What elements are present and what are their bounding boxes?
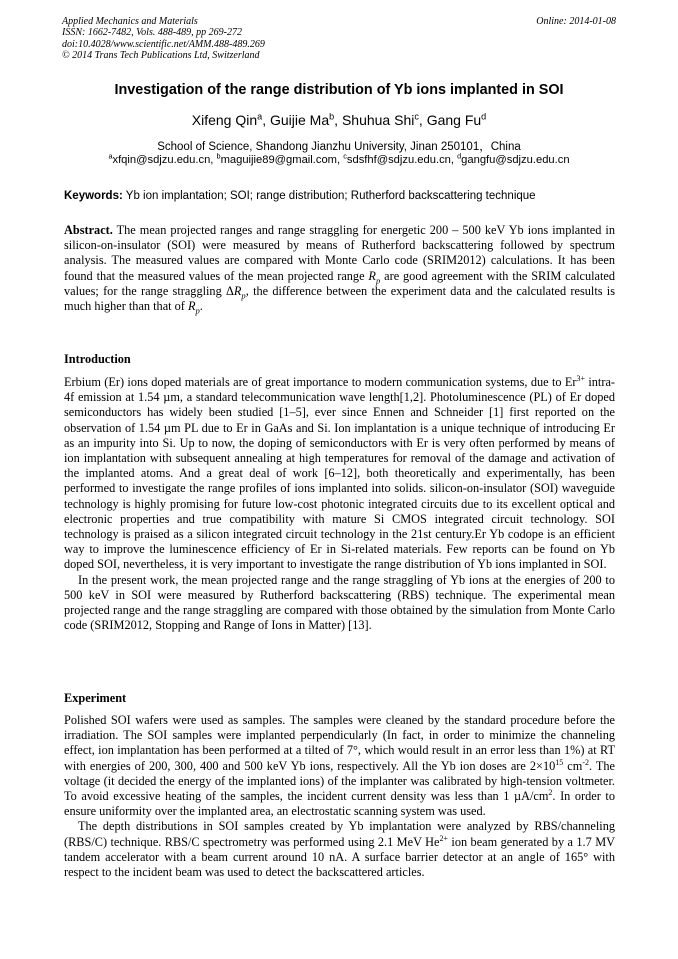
symbol-r: R xyxy=(187,299,196,314)
paragraph xyxy=(64,713,615,819)
superscript: 3+ xyxy=(576,373,585,383)
symbol-sub: p xyxy=(241,290,246,301)
online-date: Online: 2014-01-08 xyxy=(536,16,616,27)
email-link[interactable]: gangfu@sdjzu.edu.cn xyxy=(461,154,570,166)
email-mark: c xyxy=(343,151,347,161)
superscript: 2 xyxy=(548,787,553,797)
introduction-body xyxy=(64,375,615,633)
paragraph-text: Erbium (Er) ions doped materials are of great importance to modern communication systems, due to Er xyxy=(64,375,577,389)
issn-line: ISSN: 1662-7482, Vols. 488-489, pp 269-272 xyxy=(62,27,242,39)
email-link[interactable]: maguijie89@gmail.com xyxy=(220,154,338,166)
author-name: Xifeng Qin xyxy=(191,112,258,128)
abstract-text: . xyxy=(199,299,203,314)
paragraph xyxy=(64,819,615,880)
experiment-body xyxy=(64,713,615,880)
email-link[interactable]: sdsfhf@sdjzu.edu.cn xyxy=(346,154,451,166)
author-mark: c xyxy=(414,111,419,122)
author-name: Guijie Ma xyxy=(269,112,330,128)
superscript: 2+ xyxy=(439,833,448,843)
author-name: Gang Fu xyxy=(426,112,482,128)
abstract-text: are good agreement with the SRIM calculated values; for the range straggling xyxy=(64,268,616,298)
copyright-line: © 2014 Trans Tech Publications Ltd, Switzerland xyxy=(62,50,260,62)
paragraph: In the present work, the mean projected range and the range straggling of Yb ions at the energies of 200 to 500 keV in SOI were measured by Rutherford backscattering (RBS) technique. The experimental mean projected range and the range straggling are compared with those obtained by the simulation from Monte Carlo code (SRIM2012, Stopping and Range of Ions in Matter) [13]. xyxy=(64,572,615,633)
doi-line: doi:10.4028/www.scientific.net/AMM.488-489.269 xyxy=(62,38,265,50)
symbol-sub: p xyxy=(195,305,200,316)
paragraph-text: Polished SOI wafers were used as samples. The samples were cleaned by the standard procedure before the irradiation. The SOI samples were implanted perpendicularly (In fact, in order to minimize the channeling effect, ion implantation has been performed at a tilted of 7°, which would result in an error less than 1%) at RT with energies of 200, 300, 400 and 500 keV Yb ions, respectively. All the Yb ion doses are 2×10 xyxy=(64,713,615,773)
keywords xyxy=(64,190,616,202)
keywords-label: Keywords: xyxy=(64,190,123,202)
superscript: -2 xyxy=(582,757,589,767)
superscript: 15 xyxy=(555,757,564,767)
section-heading-experiment: Experiment xyxy=(64,691,127,705)
symbol-rp xyxy=(187,299,200,316)
abstract-text: The mean projected ranges and range straggling for energetic 200 – 500 keV Yb ions implanted in silicon-on-insulator (SOI) were measured by means of Rutherford backscattering followed by spectrum analysis. The measured values are compared with Monte Carlo code (SRIM2012) calculations. It has been found that the measured values of the mean projected range xyxy=(64,223,615,283)
paragraph-text: ion beam generated by a 1.7 MV tandem accelerator with a beam current around 10 nA. A surface barrier detector at an angle of 165° with respect to the incident beam was used to detect the backscattered articles. xyxy=(64,834,616,880)
paragraph-text: cm xyxy=(563,758,583,773)
journal-name: Applied Mechanics and Materials xyxy=(62,16,198,27)
author-mark: d xyxy=(481,111,487,122)
abstract-label: Abstract. xyxy=(64,223,113,237)
symbol-rp xyxy=(368,268,381,286)
symbol-r: R xyxy=(368,268,376,283)
author-name: Shuhua Shi xyxy=(341,112,415,128)
paragraph-text: . The voltage (it decided the energy of the implanted ions) of the implanter was calibrated by high-tension voltmeter. To avoid excessive heating of the samples, the incident current density was less than 1 µA/cm xyxy=(64,758,615,804)
author-mark: b xyxy=(329,111,335,122)
email-list: $^a$xfqin@sdjzu.edu.cn, $^b$maguijie89@gmail.com, $^c$sdsfhf@sdjzu.edu.cn, $^d$gangfu@sdjzu.edu.cn xyxy=(108,151,570,166)
paragraph-text: . In order to ensure uniformity over the implanted area, an electrostatic scanning system was used. xyxy=(64,789,615,819)
email-link[interactable]: xfqin@sdjzu.edu.cn xyxy=(112,154,211,166)
affiliation: School of Science, Shandong Jianzhu University, Jinan 250101，China xyxy=(157,141,521,153)
symbol-delta-rp xyxy=(225,283,246,301)
abstract xyxy=(64,223,615,314)
journal-header xyxy=(62,16,616,62)
author-mark: a xyxy=(257,111,263,122)
keywords-text: Yb ion implantation; SOI; range distribution; Rutherford backscattering technique xyxy=(125,190,536,202)
paragraph-text: intra-4f emission at 1.54 µm, a standard telecommunication wave length[1,2]. Photoluminescence (PL) of Er doped semiconductors has widely been studied [1–5], ever since Ennen and Schneider [1] first reported on the observation of 1.54 µm PL due to Er in GaAs and Si. Ion implantation is a unique technique of introducing Er as an impurity into Si. Up to now, the doping of semiconductors with Er is very often performed by means of ion implantation with subsequent annealing at high temperatures for removal of the damage and activation of the implanted atoms. And a great deal of work [6–12], both theoretically and experimentally, has been performed to investigate the range profiles of ions implanted into solids. silicon-on-insulator (SOI) waveguide technology is highly promising for future low-cost photonic integrated circuits due to its excellent optical and electronic properties and true compatibility with mature Si CMOS integrated circuit technology. SOI technology is praised as a silicon integrated circuit technology in the 21st century.Er Yb codope is an efficient way to improve the luminescence efficiency of Er in Si-related materials. Few reports can be found on Yb doped SOI, nevertheless, it is very important to investigate the range distribution of Yb ions implanted in SOI. xyxy=(64,375,615,572)
paragraph-text: The depth distributions in SOI samples created by Yb implantation were analyzed by RBS/channeling (RBS/C) technique. RBS/C spectrometry was performed using 2.1 MeV He xyxy=(64,819,615,849)
symbol-delta: Δ xyxy=(225,283,234,298)
symbol-sub: p xyxy=(375,275,381,286)
abstract-text: , the difference between the experiment data and the calculated results is much higher than that of xyxy=(64,283,615,314)
author-list: Xifeng Qin$^a$, Guijie Ma$^b$, Shuhua Shi$^c$, Gang Fu$^d$ xyxy=(191,111,487,128)
paragraph xyxy=(64,375,615,573)
email-mark: a xyxy=(108,151,113,161)
symbol-r: R xyxy=(233,283,242,298)
email-mark: d xyxy=(457,151,462,161)
section-heading-introduction: Introduction xyxy=(64,352,131,366)
email-mark: b xyxy=(216,151,221,161)
paper-title: Investigation of the range distribution of Yb ions implanted in SOI xyxy=(114,82,564,98)
